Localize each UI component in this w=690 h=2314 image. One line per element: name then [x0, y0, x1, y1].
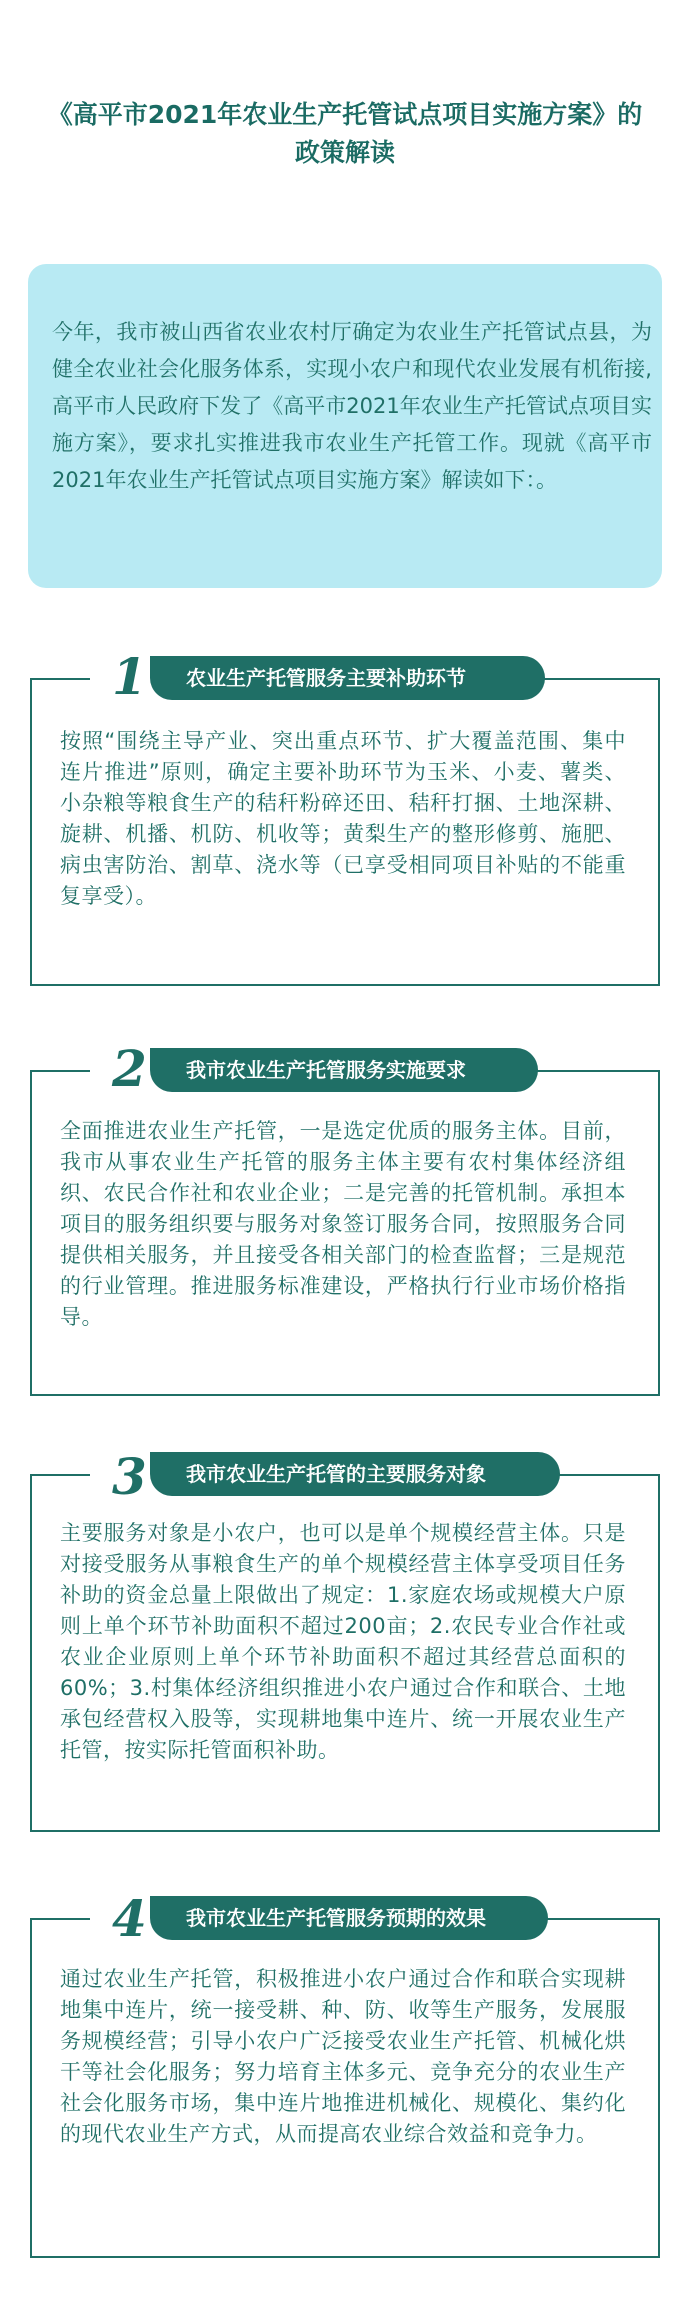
- intro-panel: [28, 264, 662, 588]
- section-body: 通过农业生产托管，积极推进小农户通过合作和联合实现耕地集中连片，统一接受耕、种、防、收等生产服务，发展服务规模经营；引导小农户广泛接受农业生产托管、机械化烘干等社会化服务；努力培育主体多元、竞争充分的农业生产社会化服务市场，集中连片地推进机械化、规模化、集约化的现代农业生产方式，从而提高农业综合效益和竞争力。: [60, 1967, 626, 2146]
- section-4: [30, 1888, 660, 2258]
- section-body: 全面推进农业生产托管，一是选定优质的服务主体。目前，我市从事农业生产托管的服务主体主要有农村集体经济组织、农民合作社和农业企业；二是完善的托管机制。承担本项目的服务组织要与服务对象签订服务合同，按照服务合同提供相关服务，并且接受各相关部门的检查监督；三是规范的行业管理。推进服务标准建设，严格执行行业市场价格指导。: [60, 1119, 626, 1329]
- title-line-2: 政策解读: [294, 138, 395, 167]
- section-body: 主要服务对象是小农户，也可以是单个规模经营主体。只是对接受服务从事粮食生产的单个规模经营主体享受项目任务补助的资金总量上限做出了规定：1.家庭农场或规模大户原则上单个环节补助面积不超过200亩；2.农民专业合作社或农业企业原则上单个环节补助面积不超过其经营总面积的60%；3.村集体经济组织推进小农户通过合作和联合、土地承包经营权入股等，实现耕地集中连片、统一开展农业生产托管，按实际托管面积补助。: [60, 1521, 626, 1762]
- section-number: 3: [112, 1447, 147, 1506]
- page-title: [20, 96, 670, 172]
- section-number: 2: [112, 1039, 147, 1098]
- title-line-1: 《高平市2021年农业生产托管试点项目实施方案》的: [47, 100, 643, 129]
- section-3: [30, 1446, 660, 1834]
- intro-text: 今年，我市被山西省农业农村厅确定为农业生产托管试点县，为健全农业社会化服务体系，实现小农户和现代农业发展有机衔接,高平市人民政府下发了《高平市2021年农业生产托管试点项目实施方案》，要求扎实推进我市农业生产托管工作。现就《高平市2021年农业生产托管试点项目实施方案》解读如下：。: [52, 320, 652, 492]
- section-heading: 农业生产托管服务主要补助环节: [150, 656, 545, 700]
- section-heading: 我市农业生产托管服务预期的效果: [150, 1896, 548, 1940]
- section-heading: 我市农业生产托管服务实施要求: [150, 1048, 538, 1092]
- section-body: 按照“围绕主导产业、突出重点环节、扩大覆盖范围、集中连片推进”原则，确定主要补助环节为玉米、小麦、薯类、小杂粮等粮食生产的秸秆粉碎还田、秸秆打捆、土地深耕、旋耕、机播、机防、机收等；黄梨生产的整形修剪、施肥、病虫害防治、割草、浇水等（已享受相同项目补贴的不能重复享受）。: [60, 729, 626, 908]
- section-number: 4: [112, 1889, 147, 1948]
- section-number: 1: [112, 647, 147, 706]
- section-1: [30, 647, 660, 986]
- section-heading: 我市农业生产托管的主要服务对象: [150, 1452, 560, 1496]
- section-2: [30, 1040, 660, 1396]
